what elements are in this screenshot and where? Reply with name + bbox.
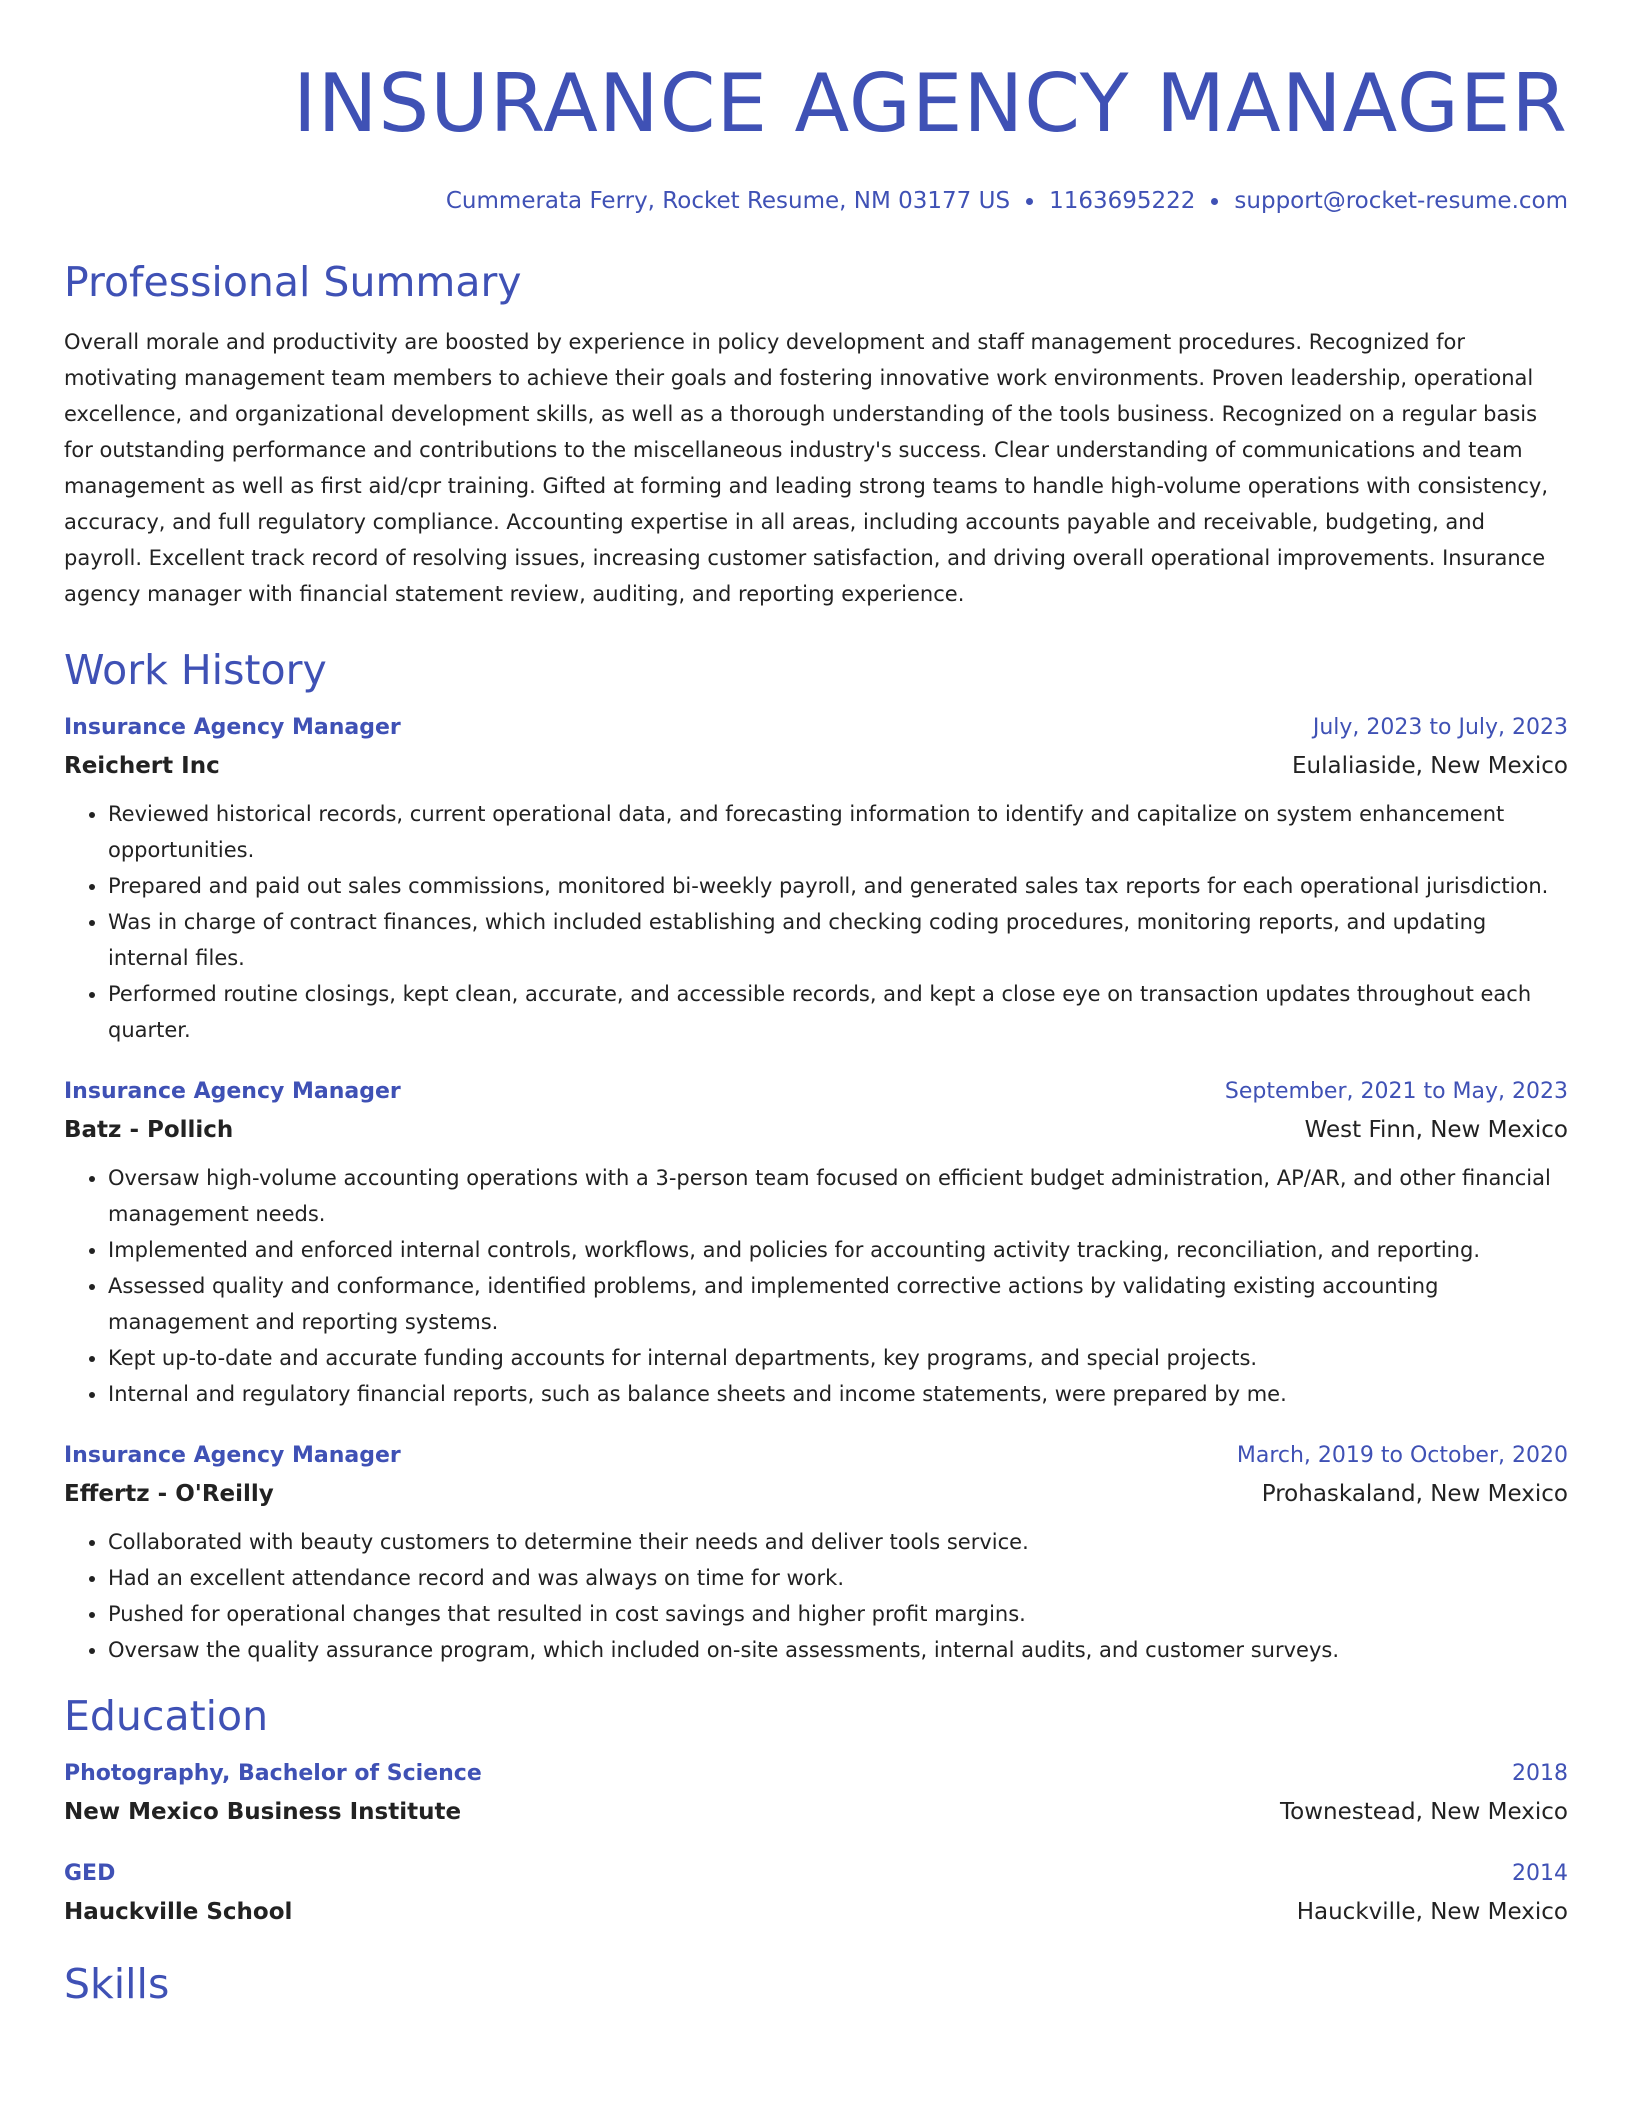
education-degree: GED bbox=[64, 1861, 116, 1886]
education-location: Townestead, New Mexico bbox=[1279, 1799, 1568, 1825]
skills-heading: Skills bbox=[64, 1960, 170, 2008]
job-dates: March, 2019 to October, 2020 bbox=[1236, 1443, 1568, 1468]
job-bullets bbox=[64, 1524, 1568, 1668]
job-company-row bbox=[64, 746, 1568, 786]
summary-heading: Professional Summary bbox=[64, 258, 522, 306]
education-school: Hauckville School bbox=[64, 1899, 293, 1925]
job-dates: July, 2023 to July, 2023 bbox=[1312, 715, 1568, 740]
education-heading: Education bbox=[64, 1692, 269, 1740]
list-item: • Prepared and paid out sales commissions, monitored bi-weekly payroll, and generated sales tax reports for each operational jurisdiction. bbox=[108, 868, 1568, 904]
education-location: Hauckville, New Mexico bbox=[1296, 1899, 1568, 1925]
education-degree: Photography, Bachelor of Science bbox=[64, 1761, 482, 1786]
job-bullets bbox=[64, 1160, 1568, 1412]
education-school-row bbox=[64, 1792, 1568, 1832]
job-company: Reichert Inc bbox=[64, 753, 220, 779]
separator-dot-icon bbox=[1026, 198, 1033, 205]
job-company-row bbox=[64, 1474, 1568, 1514]
list-item: • Was in charge of contract finances, which included establishing and checking coding procedures, monitoring reports, and updating internal files. bbox=[108, 904, 1568, 976]
list-item: • Had an excellent attendance record and was always on time for work. bbox=[108, 1560, 1568, 1596]
job-location: Eulaliaside, New Mexico bbox=[1292, 753, 1568, 779]
resume-header bbox=[64, 0, 1568, 214]
job-company: Batz - Pollich bbox=[64, 1117, 234, 1143]
education-school-row bbox=[64, 1892, 1568, 1932]
job-bullets bbox=[64, 796, 1568, 1048]
separator-dot-icon bbox=[1211, 198, 1218, 205]
list-item: • Collaborated with beauty customers to determine their needs and deliver tools service. bbox=[108, 1524, 1568, 1560]
job-location: West Finn, New Mexico bbox=[1304, 1117, 1568, 1143]
education-entry bbox=[64, 1756, 1568, 1832]
list-item: • Kept up-to-date and accurate funding accounts for internal departments, key programs, and special projects. bbox=[108, 1340, 1568, 1376]
education-school: New Mexico Business Institute bbox=[64, 1799, 462, 1825]
education-year: 2018 bbox=[1512, 1761, 1568, 1786]
job-entry bbox=[64, 1438, 1568, 1668]
job-role: Insurance Agency Manager bbox=[64, 1079, 401, 1104]
contact-line bbox=[64, 188, 1568, 214]
list-item: • Oversaw the quality assurance program, which included on-site assessments, internal audits, and customer surveys. bbox=[108, 1632, 1568, 1668]
contact-email: support@rocket-resume.com bbox=[1234, 188, 1568, 214]
list-item: • Pushed for operational changes that resulted in cost savings and higher profit margins. bbox=[108, 1596, 1568, 1632]
list-item: • Implemented and enforced internal controls, workflows, and policies for accounting activity tracking, reconciliation, and reporting. bbox=[108, 1232, 1568, 1268]
work-history-heading: Work History bbox=[64, 646, 327, 694]
education-header-row bbox=[64, 1756, 1568, 1792]
list-item: • Oversaw high-volume accounting operations with a 3-person team focused on efficient budget administration, AP/AR, and other financial management needs. bbox=[108, 1160, 1568, 1232]
list-item: • Reviewed historical records, current operational data, and forecasting information to identify and capitalize on system enhancement opportunities. bbox=[108, 796, 1568, 868]
job-header-row bbox=[64, 1074, 1568, 1110]
job-role: Insurance Agency Manager bbox=[64, 1443, 401, 1468]
job-role: Insurance Agency Manager bbox=[64, 715, 401, 740]
job-location: Prohaskaland, New Mexico bbox=[1261, 1481, 1568, 1507]
job-entry bbox=[64, 710, 1568, 1048]
job-header-row bbox=[64, 1438, 1568, 1474]
job-header-row bbox=[64, 710, 1568, 746]
job-company-row bbox=[64, 1110, 1568, 1150]
list-item: • Performed routine closings, kept clean, accurate, and accessible records, and kept a close eye on transaction updates throughout each quarter. bbox=[108, 976, 1568, 1048]
contact-phone: 1163695222 bbox=[1049, 188, 1196, 214]
candidate-title: INSURANCE AGENCY MANAGER bbox=[292, 57, 1568, 150]
education-year: 2014 bbox=[1512, 1861, 1568, 1886]
job-dates: September, 2021 to May, 2023 bbox=[1224, 1079, 1568, 1104]
summary-text: Overall morale and productivity are boosted by experience in policy development and staff management procedures. Recognized for motivating management team members to achieve their goals and fostering innovative work environments. Proven leadership, operational excellence, and organizational development skills, as well as a thorough understanding of the tools business. Recognized on a regular basis for outstanding performance and contributions to the miscellaneous industry's success. Clear understanding of communications and team management as well as first aid/cpr training. Gifted at forming and leading strong teams to handle high-volume operations with consistency, accuracy, and full regulatory compliance. Accounting expertise in all areas, including accounts payable and receivable, budgeting, and payroll. Excellent track record of resolving issues, increasing customer satisfaction, and driving overall operational improvements. Insurance agency manager with financial statement review, auditing, and reporting experience. bbox=[64, 330, 1549, 606]
education-header-row bbox=[64, 1856, 1568, 1892]
list-item: • Assessed quality and conformance, identified problems, and implemented corrective actions by validating existing accounting management and reporting systems. bbox=[108, 1268, 1568, 1340]
contact-address: Cummerata Ferry, Rocket Resume, NM 03177 US bbox=[445, 188, 1011, 214]
job-entry bbox=[64, 1074, 1568, 1412]
list-item: • Internal and regulatory financial reports, such as balance sheets and income statements, were prepared by me. bbox=[108, 1376, 1568, 1412]
job-company: Effertz - O'Reilly bbox=[64, 1481, 274, 1507]
education-entry bbox=[64, 1856, 1568, 1932]
